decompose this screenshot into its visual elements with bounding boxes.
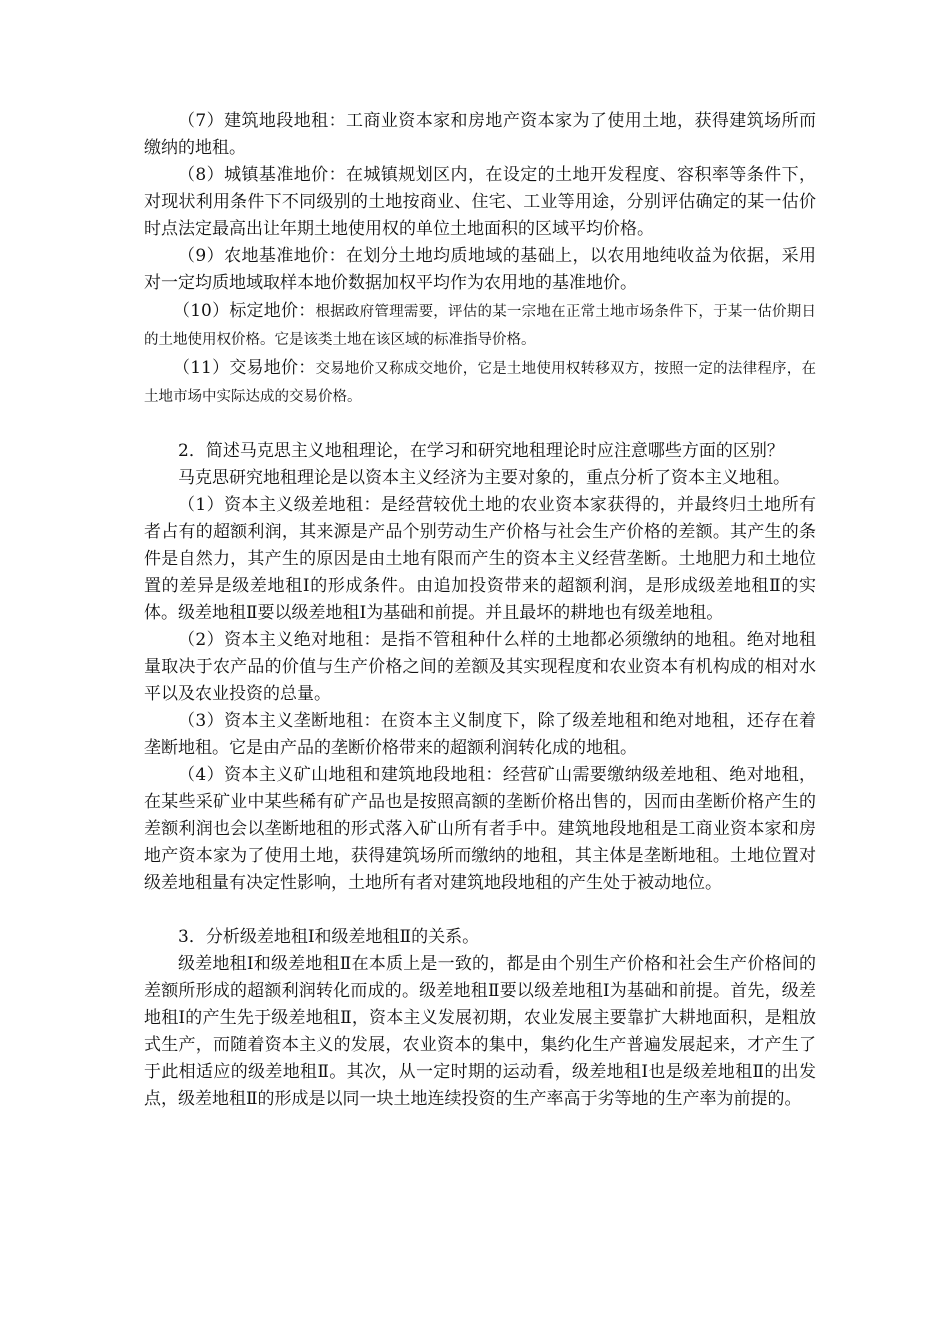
item-9 — [144, 243, 816, 297]
answer-2-para-4: （4）资本主义矿山地租和建筑地段地租：经营矿山需要缴纳级差地租、绝对地租，在某些采矿业中某些稀有矿产品也是按照高额的垄断价格出售的，因而由垄断价格产生的差额利润也会以垄断地租的形式落入矿山所有者手中。建筑地段地租是工商业资本家和房地产资本家为了使用土地，获得建筑场所而缴纳的地租，其主体是垄断地租。土地位置对级差地租量有决定性影响，土地所有者对建筑地段地租的产生处于被动地位。 — [144, 765, 816, 893]
item-8 — [144, 162, 816, 243]
answer-2-intro: 马克思研究地租理论是以资本主义经济为主要对象的，重点分析了资本主义地租。 — [178, 468, 790, 488]
question-2: 2．简述马克思主义地租理论，在学习和研究地租理论时应注意哪些方面的区别？ — [178, 441, 784, 461]
spacer — [144, 897, 816, 924]
question-3: 3．分析级差地租Ⅰ和级差地租Ⅱ的关系。 — [178, 927, 480, 947]
term-label: （9）农地基准地价： — [178, 246, 347, 266]
answer-3: 级差地租Ⅰ和级差地租Ⅱ在本质上是一致的，都是由个别生产价格和社会生产价格间的差额所形成的超额利润转化而成的。级差地租Ⅱ要以级差地租Ⅰ为基础和前提。首先，级差地租Ⅰ的产生先于级差地租Ⅱ，资本主义发展初期，农业发展主要靠扩大耕地面积，是粗放式生产，而随着资本主义的发展，农业资本的集中，集约化生产普遍发展起来，才产生了于此相适应的级差地租Ⅱ。其次，从一定时期的运动看，级差地租Ⅰ也是级差地租Ⅱ的出发点，级差地租Ⅱ的形成是以同一块土地连续投资的生产率高于劣等地的生产率为前提的。 — [144, 954, 816, 1109]
term-label: （8）城镇基准地价： — [178, 165, 347, 185]
term-definition: 交易地价又称成交地价，它是土地使用权转移双方，按照一定的法律程序，在土地市场中实际达成的交易价格。 — [144, 361, 816, 405]
term-definition: 根据政府管理需要，评估的某一宗地在正常土地市场条件下，于某一估价期日的土地使用权价格。它是该类土地在该区域的标准指导价格。 — [144, 304, 816, 348]
term-label: （7）建筑地段地租： — [178, 111, 347, 131]
answer-2-para-2: （2）资本主义绝对地租：是指不管租种什么样的土地都必须缴纳的地租。绝对地租量取决于农产品的价值与生产价格之间的差额及其实现程度和农业资本有机构成的相对水平以及农业投资的总量。 — [144, 630, 816, 704]
term-definition: 在划分土地均质地域的基础上，以农用地纯收益为依据，采用对一定均质地域取样本地价数据加权平均作为农用地的基准地价。 — [144, 246, 816, 293]
term-definition: 在城镇规划区内，在设定的土地开发程度、容积率等条件下，对现状利用条件下不同级别的土地按商业、住宅、工业等用途，分别评估确定的某一估价时点法定最高出让年期土地使用权的单位土地面积的区域平均价格。 — [144, 165, 816, 239]
answer-2-para-1: （1）资本主义级差地租：是经营较优土地的农业资本家获得的，并最终归土地所有者占有的超额利润，其来源是产品个别劳动生产价格与社会生产价格的差额。其产生的条件是自然力，其产生的原因是由土地有限而产生的资本主义经营垄断。土地肥力和土地位置的差异是级差地租Ⅰ的形成条件。由追加投资带来的超额利润，是形成级差地租Ⅱ的实体。级差地租Ⅱ要以级差地租Ⅰ为基础和前提。并且最坏的耕地也有级差地租。 — [144, 495, 816, 623]
term-definition: 工商业资本家和房地产资本家为了使用土地，获得建筑场所而缴纳的地租。 — [144, 111, 816, 158]
item-7 — [144, 108, 816, 162]
spacer — [144, 411, 816, 438]
term-label: （10）标定地价： — [173, 301, 316, 321]
item-10 — [144, 297, 816, 354]
answer-2-para-3: （3）资本主义垄断地租：在资本主义制度下，除了级差地租和绝对地租，还存在着垄断地租。它是由产品的垄断价格带来的超额利润转化成的地租。 — [144, 711, 816, 758]
term-label: （11）交易地价： — [173, 358, 316, 378]
document-page — [144, 108, 816, 1113]
item-11 — [144, 354, 816, 411]
